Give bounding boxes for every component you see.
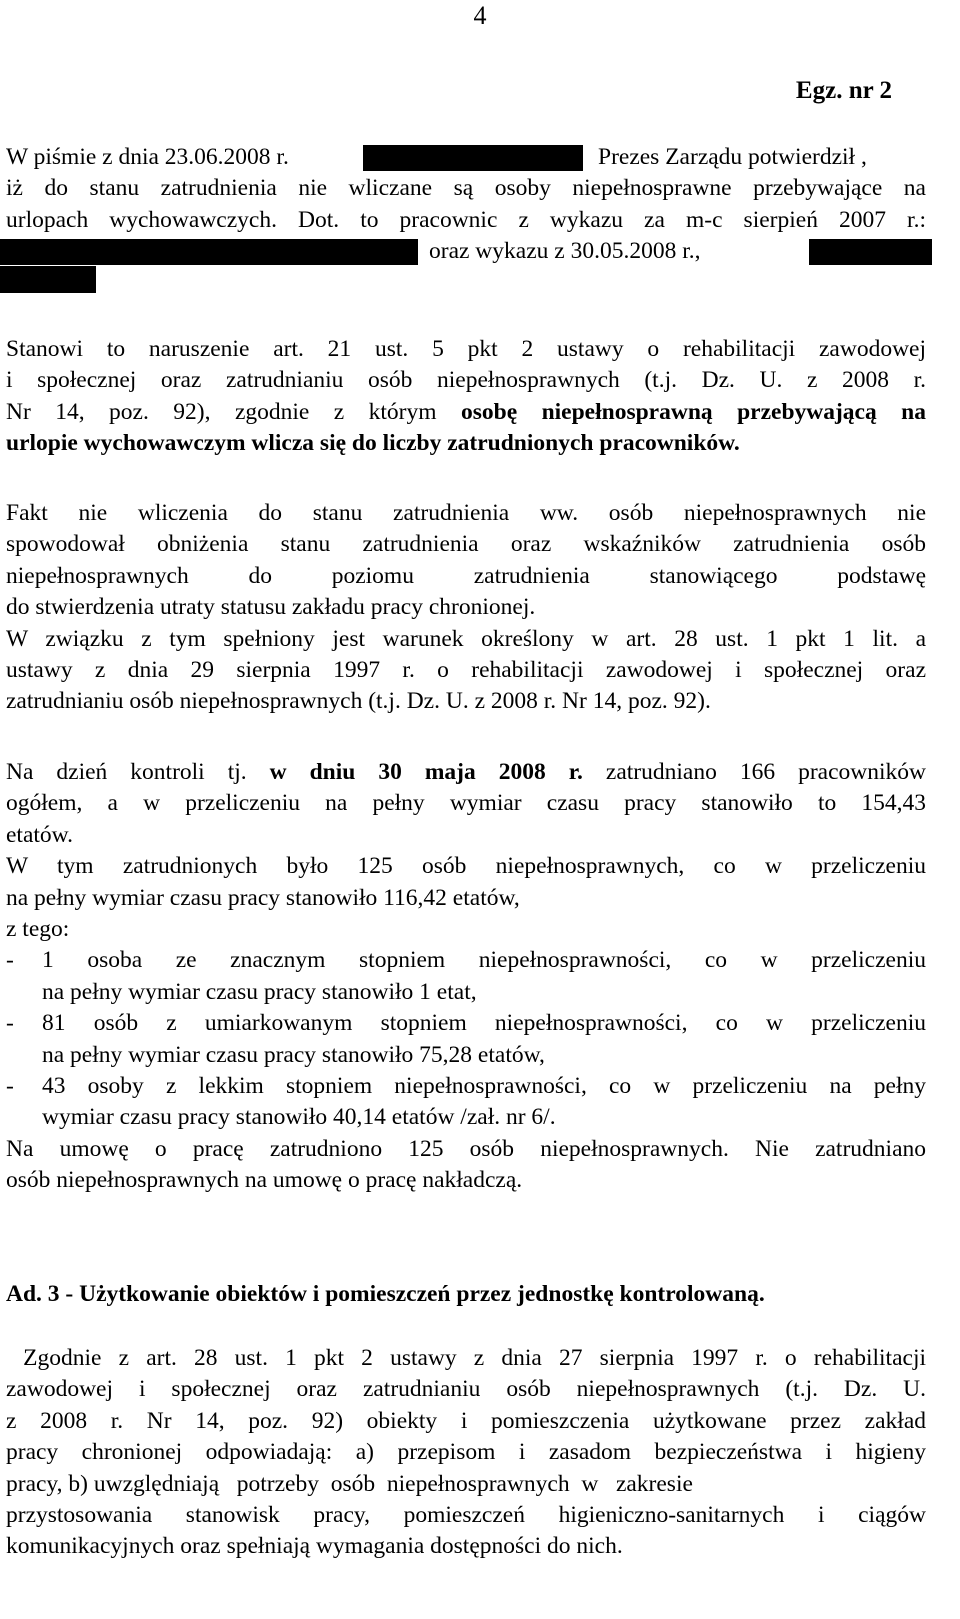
section-heading: Ad. 3 - Użytkowanie obiektów i pomieszczeń przez jednostkę kontrolowaną.	[6, 1281, 765, 1307]
list-item: - 43 osoby z lekkim stopniem niepełnosprawności, co w przeliczeniu na pełny wymiar czasu pracy stanowiło 40,14 etatów /zał. nr 6/.	[6, 1073, 926, 1131]
para4-line5: na pełny wymiar czasu pracy stanowiło 116,42 etatów,	[6, 884, 520, 911]
page-number: 4	[473, 1, 487, 30]
para5-line4: pracy chronionej odpowiadają: a) przepisom i zasadom bezpieczeństwa i higieny	[6, 1439, 926, 1466]
para4-line2: ogółem, a w przeliczeniu na pełny wymiar czasu pracy stanowiło to 154,43	[6, 790, 926, 817]
para5-line1: Zgodnie z art. 28 ust. 1 pkt 2 ustawy z dnia 27 sierpnia 1997 r. o rehabilitacji	[6, 1345, 927, 1371]
para4-line4: W tym zatrudnionych było 125 osób niepełnosprawnych, co w przeliczeniu	[6, 853, 926, 880]
para5-line7: komunikacyjnych oraz spełniają wymagania dostępności do nich.	[6, 1533, 623, 1560]
para4-line7: Na umowę o pracę zatrudniono 125 osób niepełnosprawnych. Nie zatrudniano	[6, 1135, 926, 1162]
para4-line8: osób niepełnosprawnych na umowę o pracę nakładczą.	[6, 1167, 523, 1194]
para1-line3: urlopach wychowawczych. Dot. to pracownic z wykazu za m-c sierpień 2007 r.:	[6, 206, 926, 233]
para4-date-bold: w dniu 30 maja 2008 r.	[269, 759, 583, 785]
para2-line2: i społecznej oraz zatrudnianiu osób niepełnosprawnych (t.j. Dz. U. z 2008 r.	[6, 367, 926, 394]
redaction-bar	[809, 239, 932, 265]
para2-bold: osobę niepełnosprawną przebywającą na	[460, 398, 926, 425]
para3-line2: spowodował obniżenia stanu zatrudnienia oraz wskaźników zatrudnienia osób	[6, 531, 926, 558]
para3-line7: zatrudnianiu osób niepełnosprawnych (t.j. Dz. U. z 2008 r. Nr 14, poz. 92).	[6, 688, 711, 715]
para1-line1-start: W piśmie z dnia 23.06.2008 r.	[6, 144, 289, 170]
list-item: - 1 osoba ze znacznym stopniem niepełnosprawności, co w przeliczeniu na pełny wymiar czasu pracy stanowiło 1 etat,	[6, 947, 926, 1005]
para2-bold-line: urlopie wychowawczym wlicza się do liczby zatrudnionych pracowników.	[6, 430, 740, 457]
para3-line6: ustawy z dnia 29 sierpnia 1997 r. o rehabilitacji zawodowej i społecznej oraz	[6, 657, 926, 684]
paragraph-premises	[6, 1343, 926, 1563]
list-item: - 81 osób z umiarkowanym stopniem niepełnosprawności, co w przeliczeniu na pełny wymiar czasu pracy stanowiło 75,28 etatów,	[6, 1010, 926, 1068]
para4-line3: etatów.	[6, 821, 73, 848]
para1-line1-end: Prezes Zarządu potwierdził ,	[598, 144, 867, 170]
para5-line5: pracy, b) uwzględniają potrzeby osób niepełnosprawnych w zakresie	[6, 1470, 693, 1497]
para5-line3: z 2008 r. Nr 14, poz. 92) obiekty i pomieszczenia użytkowane przez zakład	[6, 1407, 926, 1434]
paragraph-fact	[6, 498, 926, 718]
para3-line1: Fakt nie wliczenia do stanu zatrudnienia ww. osób niepełnosprawnych nie	[6, 500, 926, 526]
para5-line6: przystosowania stanowisk pracy, pomieszczeń higieniczno-sanitarnych i ciągów	[6, 1502, 926, 1529]
para1-line2: iż do stanu zatrudnienia nie wliczane są osoby niepełnosprawne przebywające na	[6, 175, 926, 202]
para1-line4: oraz wykazu z 30.05.2008 r.,	[429, 238, 701, 265]
redaction-bar	[363, 145, 583, 171]
paragraph-employment: Na dzień kontroli tj. w dniu 30 maja 2008 r. zatrudniano 166 pracowników ogółem, a w przeliczeniu na pełny wymiar czasu pracy stanowiło to 154,43 etatów. W tym zatrudnionych było 125 osób niepełnosprawnych, co w przeliczeniu na pełny wymiar czasu pracy stanowiło 116,42 etatów, z tego: - 1 osoba ze znacznym stopniem niepełnosprawności, co w przeliczeniu na pełny wymiar czasu pracy stanowiło 1 etat, - 81 osób z umiarkowanym stopniem niepełnosprawności, co w przeliczeniu na pełny wymiar czasu pracy stanowiło 75,28 etatów, - 43 osoby z lekkim stopniem niepełnosprawności, co w przeliczeniu na pełny wymiar czasu pracy stanowiło 40,14 etatów /zał. nr 6/. Na umowę o pracę zatrudniono 125 osób niepełnosprawnych. Nie zatrudniano osób niepełnosprawnych na umowę o pracę nakładczą.	[6, 757, 926, 1197]
para2-line1: Stanowi to naruszenie art. 21 ust. 5 pkt 2 ustawy o rehabilitacji zawodowej	[6, 336, 926, 362]
copy-label: Egz. nr 2	[795, 77, 892, 104]
paragraph-redacted	[6, 142, 926, 299]
para3-line3: niepełnosprawnych do poziomu zatrudnienia stanowiącego podstawę	[6, 562, 926, 589]
para5-line2: zawodowej i społecznej oraz zatrudnianiu osób niepełnosprawnych (t.j. Dz. U.	[6, 1376, 926, 1403]
para3-line5: W związku z tym spełniony jest warunek określony w art. 28 ust. 1 pkt 1 lit. a	[6, 625, 926, 652]
redaction-bar	[0, 266, 96, 293]
para3-line4: do stwierdzenia utraty statusu zakładu pracy chronionej.	[6, 594, 536, 621]
paragraph-violation: Stanowi to naruszenie art. 21 ust. 5 pkt 2 ustawy o rehabilitacji zawodowej i społecznej oraz zatrudnianiu osób niepełnosprawnych (t.j. Dz. U. z 2008 r. Nr 14, poz. 92), zgodnie z którym osobę niepełnosprawną przebywającą na urlopie wychowawczym wlicza się do liczby zatrudnionych pracowników.	[6, 336, 926, 457]
redaction-bar	[0, 239, 418, 265]
para4-line6: z tego:	[6, 916, 70, 943]
